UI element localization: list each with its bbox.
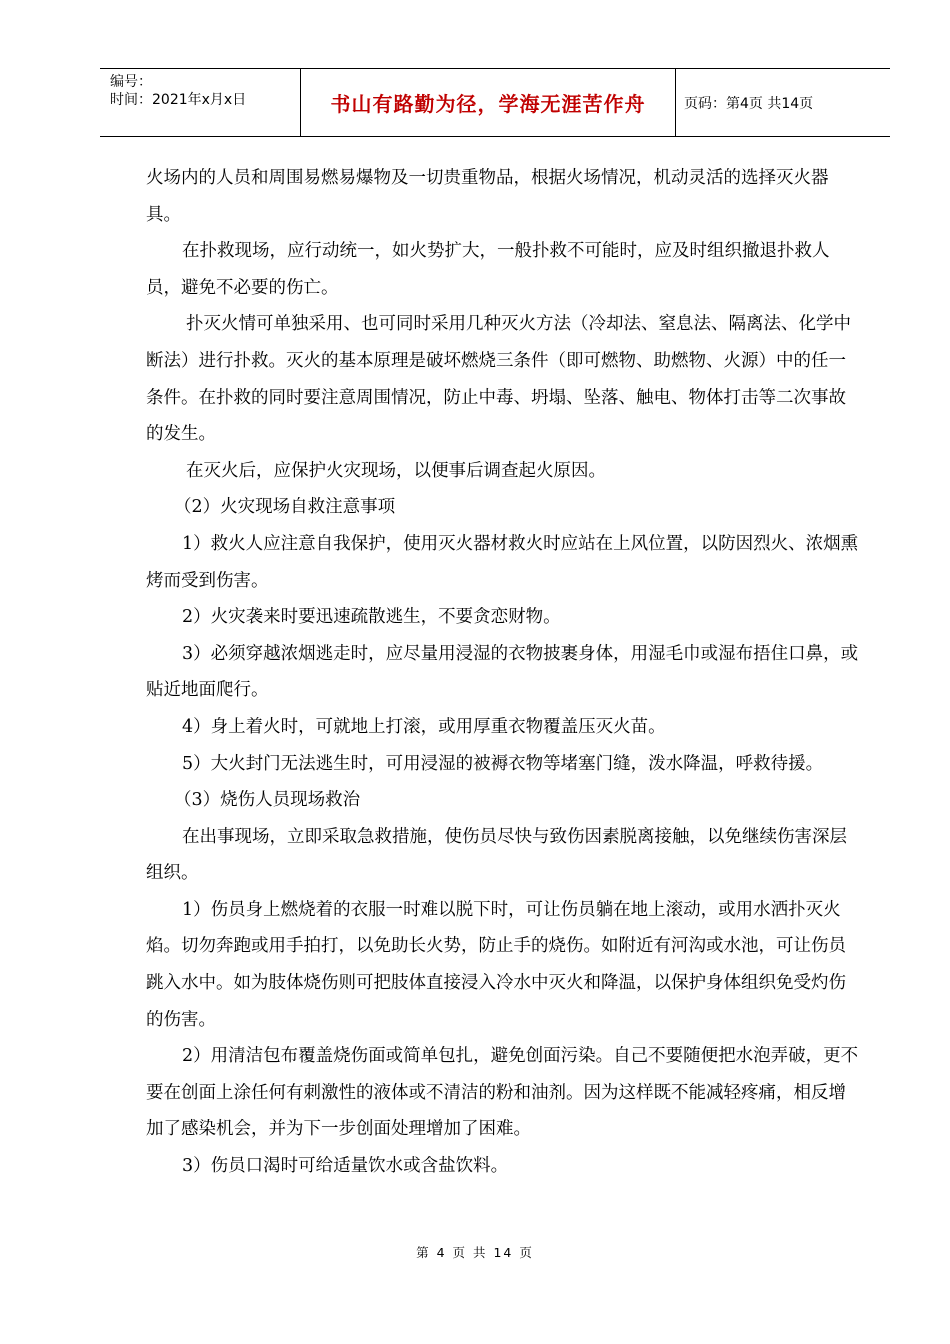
header-motto-cell	[301, 69, 676, 136]
document-time-label: 时间：2021年x月x日	[110, 92, 247, 108]
page-footer: 第 4 页 共 14 页	[416, 1245, 534, 1260]
section-heading: （2）火灾现场自救注意事项	[174, 497, 396, 518]
header-meta-cell	[100, 69, 301, 136]
header-page-code: 页码：第4页 共14页	[684, 95, 814, 112]
paragraph: 火场内的人员和周围易燃易爆物及一切贵重物品，根据火场情况，机动灵活的选择灭火器具。	[146, 168, 829, 225]
document-body	[146, 160, 862, 1185]
list-item: 2）用清洁包布覆盖烧伤面或简单包扎，避免创面污染。自己不要随便把水泡弄破，更不要在创面上涂任何有刺激性的液体或不清洁的粉和油剂。因为这样既不能减轻疼痛，相反增加了感染机会，并为下一步创面处理增加了困难。	[146, 1046, 859, 1140]
header-motto: 书山有路勤为径，学海无涯苦作舟	[330, 92, 646, 116]
paragraph: 在灭火后，应保护火灾现场，以便事后调查起火原因。	[186, 460, 606, 481]
paragraph: 在出事现场，立即采取急救措施，使伤员尽快与致伤因素脱离接触，以免继续伤害深层组织。	[146, 826, 847, 884]
section-heading: （3）烧伤人员现场救治	[174, 790, 361, 811]
list-item: 4）身上着火时，可就地上打滚，或用厚重衣物覆盖压灭火苗。	[182, 716, 666, 737]
document-header	[100, 68, 890, 137]
paragraph: 扑灭火情可单独采用、也可同时采用几种灭火方法（冷却法、窒息法、隔离法、化学中断法）进行扑救。灭火的基本原理是破坏燃烧三条件（即可燃物、助燃物、火源）中的任一条件。在扑救的同时要注意周围情况，防止中毒、坍塌、坠落、触电、物体打击等二次事故的发生。	[146, 314, 851, 445]
list-item: 2）火灾袭来时要迅速疏散逃生，不要贪恋财物。	[182, 607, 561, 628]
list-item: 3）必须穿越浓烟逃走时，应尽量用浸湿的衣物披裹身体，用湿毛巾或湿布捂住口鼻，或贴近地面爬行。	[146, 643, 859, 701]
list-item: 1）救火人应注意自我保护，使用灭火器材救火时应站在上风位置，以防因烈火、浓烟熏烤而受到伤害。	[146, 533, 859, 591]
paragraph: 在扑救现场，应行动统一，如火势扩大，一般扑救不可能时，应及时组织撤退扑救人员，避免不必要的伤亡。	[146, 241, 830, 298]
document-number-label: 编号：	[110, 74, 152, 90]
list-item: 3）伤员口渴时可给适量饮水或含盐饮料。	[182, 1156, 509, 1177]
header-page-cell	[676, 69, 890, 136]
list-item: 1）伤员身上燃烧着的衣服一时难以脱下时，可让伤员躺在地上滚动，或用水洒扑灭火焰。切勿奔跑或用手拍打，以免助长火势，防止手的烧伤。如附近有河沟或水池，可让伤员跳入水中。如为肢体烧伤则可把肢体直接浸入冷水中灭火和降温，以保护身体组织免受灼伤的伤害。	[146, 899, 846, 1030]
list-item: 5）大火封门无法逃生时，可用浸湿的被褥衣物等堵塞门缝，泼水降温，呼救待援。	[182, 753, 824, 774]
